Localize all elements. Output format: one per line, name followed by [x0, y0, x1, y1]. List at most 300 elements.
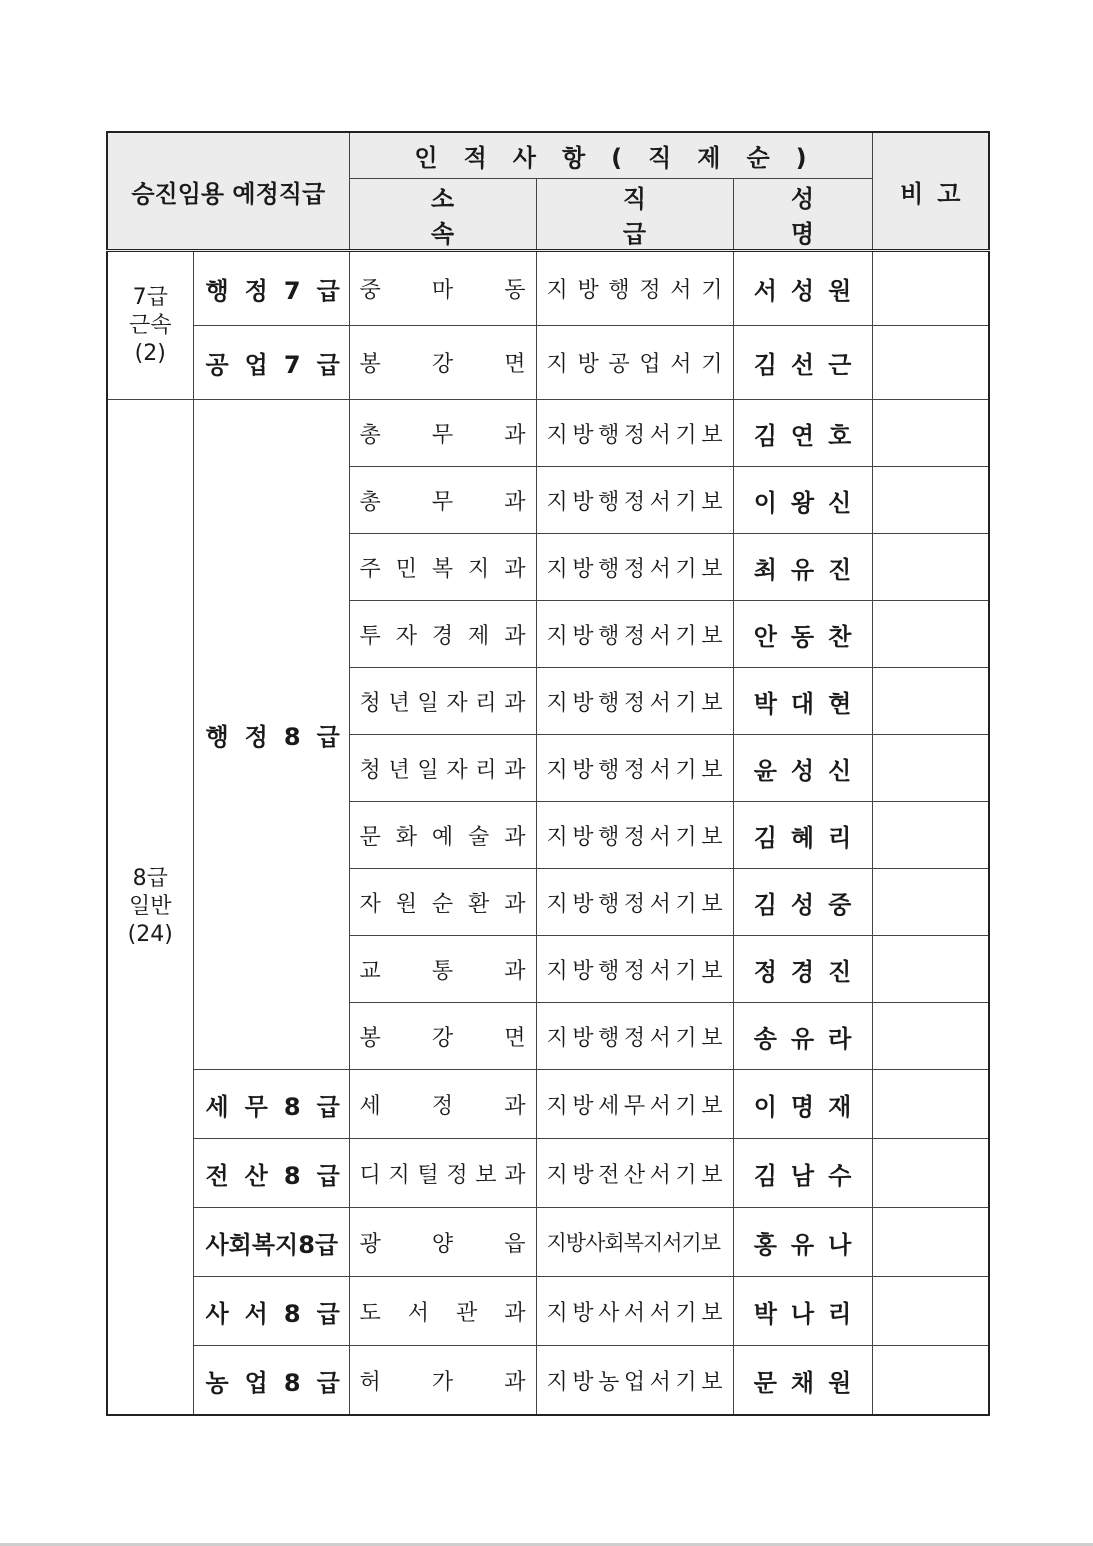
text-char: 자 [446, 690, 468, 716]
remark-cell [872, 869, 989, 936]
dept-cell [349, 936, 536, 1003]
text-char: 지 [546, 278, 568, 303]
name-cell: 김남수 [733, 1139, 872, 1208]
dept-cell [349, 251, 536, 326]
text-char: 과 [504, 623, 526, 649]
distributed-text [547, 753, 723, 784]
dept-cell [349, 869, 536, 936]
table-row [107, 251, 989, 326]
table-row [107, 326, 989, 400]
remark-cell [872, 251, 989, 326]
text-char: 기 [675, 1162, 697, 1188]
remark-cell [872, 1277, 989, 1346]
distributed-text [360, 552, 526, 583]
rank-cell [536, 936, 733, 1003]
text-char: 행 [598, 690, 620, 716]
text-char: 주 [359, 556, 381, 582]
name-cell: 서성원 [733, 251, 872, 326]
text-char: 지 [546, 556, 568, 582]
header-row-top [107, 132, 989, 179]
text-char: 서 [649, 757, 671, 783]
text-char: 보 [701, 1025, 723, 1051]
text-char: 일 [417, 690, 439, 716]
title-cell: 사회복지8급 [193, 1208, 349, 1277]
rank-cell [536, 1277, 733, 1346]
text-char: 기 [675, 422, 697, 448]
text-char: 과 [504, 824, 526, 850]
text-char: 정 [623, 1025, 646, 1051]
remark-cell [872, 1208, 989, 1277]
dept-cell [349, 1346, 536, 1416]
distributed-text [360, 887, 526, 918]
rank-cell [536, 802, 733, 869]
rank-cell [536, 601, 733, 668]
text-char: 서 [649, 1300, 671, 1326]
text-char: 털 [417, 1162, 439, 1188]
text-char: 정 [623, 757, 646, 783]
text-char: 총 [359, 422, 381, 448]
text-char: 기 [675, 757, 697, 783]
name-cell: 이왕신 [733, 467, 872, 534]
remark-cell [872, 1003, 989, 1070]
text-char: 기 [675, 1025, 697, 1051]
rank-cell: 지방사회복지서기보 [536, 1208, 733, 1277]
text-char: 기 [675, 556, 697, 582]
dept-cell [349, 1139, 536, 1208]
text-char: 방 [577, 352, 599, 377]
text-char: 지 [546, 1162, 568, 1188]
text-char: 일 [417, 757, 439, 783]
text-char: 보 [701, 958, 723, 984]
text-char: 보 [701, 1369, 723, 1395]
text-char: 기 [675, 489, 697, 515]
text-char: 정 [623, 556, 646, 582]
text-char: 서 [649, 690, 671, 716]
rank-cell [536, 467, 733, 534]
text-char: 서 [649, 422, 671, 448]
text-char: 지 [546, 824, 568, 850]
text-char: 방 [572, 757, 594, 783]
text-char: 보 [701, 757, 723, 783]
remark-cell [872, 400, 989, 467]
text-char: 서 [649, 1093, 671, 1119]
distributed-text [547, 552, 723, 583]
text-char: 과 [504, 757, 526, 783]
table-row [107, 1346, 989, 1416]
text-char: 정 [623, 958, 646, 984]
text-char: 기 [675, 824, 697, 850]
text-char: 과 [504, 690, 526, 716]
name-cell: 김선근 [733, 326, 872, 400]
title-cell: 행정7급 [193, 251, 349, 326]
title-cell: 농업8급 [193, 1346, 349, 1416]
rank-cell [536, 1139, 733, 1208]
distributed-text [547, 1365, 723, 1396]
header-remark-label: 비고 [872, 132, 989, 251]
remark-cell [872, 735, 989, 802]
distributed-text [547, 418, 723, 449]
text-char: 방 [572, 824, 594, 850]
distributed-text [360, 686, 526, 717]
text-char: 공 [608, 352, 630, 377]
dept-cell [349, 1277, 536, 1346]
distributed-text [547, 1021, 723, 1052]
remark-cell [872, 326, 989, 400]
name-cell: 정경진 [733, 936, 872, 1003]
table-row [107, 400, 989, 467]
text-char: 지 [546, 1369, 568, 1395]
rank-cell [536, 1346, 733, 1416]
distributed-text [360, 753, 526, 784]
distributed-text [547, 485, 723, 516]
text-char: 기 [675, 958, 697, 984]
rank-cell [536, 869, 733, 936]
text-char: 면 [504, 1025, 526, 1051]
name-cell: 박나리 [733, 1277, 872, 1346]
text-char: 행 [598, 623, 620, 649]
text-char: 정 [623, 891, 646, 917]
text-char: 술 [468, 824, 490, 850]
distributed-text [360, 619, 526, 650]
distributed-text [547, 347, 723, 378]
text-char: 방 [572, 1369, 594, 1395]
text-char: 자 [359, 891, 381, 917]
dept-cell [349, 601, 536, 668]
header-name-label: 성명 [733, 179, 872, 251]
rank-cell [536, 735, 733, 802]
text-char: 지 [546, 352, 568, 377]
name-cell: 안동찬 [733, 601, 872, 668]
text-char: 정 [431, 1093, 454, 1119]
text-char: 보 [701, 1300, 723, 1326]
text-char: 보 [701, 623, 723, 649]
text-char: 서 [623, 1300, 646, 1326]
title-cell: 전산8급 [193, 1139, 349, 1208]
text-char: 화 [395, 824, 417, 850]
text-char: 과 [504, 1369, 526, 1395]
name-cell: 최유진 [733, 534, 872, 601]
text-char: 방 [572, 1162, 594, 1188]
dept-cell [349, 467, 536, 534]
title-cell: 행정8급 [193, 400, 349, 1070]
rank-cell [536, 1070, 733, 1139]
text-char: 봉 [359, 1025, 381, 1051]
text-char: 행 [608, 278, 630, 303]
text-char: 세 [598, 1093, 620, 1119]
text-char: 서 [649, 824, 671, 850]
text-char: 지 [546, 757, 568, 783]
text-char: 업 [623, 1369, 646, 1395]
name-cell: 김연호 [733, 400, 872, 467]
group-label-line: 근속 [128, 312, 172, 338]
text-char: 과 [504, 1093, 526, 1119]
distributed-text [360, 954, 526, 985]
text-char: 서 [649, 891, 671, 917]
group-label-line: 8급 [132, 866, 168, 891]
text-char: 서 [649, 556, 671, 582]
dept-cell [349, 1070, 536, 1139]
text-char: 무 [431, 489, 454, 515]
text-char: 행 [598, 824, 620, 850]
text-char: 서 [649, 489, 671, 515]
text-char: 가 [431, 1369, 454, 1395]
text-char: 행 [598, 891, 620, 917]
text-char: 기 [675, 1093, 697, 1119]
rank-cell [536, 326, 733, 400]
text-char: 보 [701, 1162, 723, 1188]
distributed-text [360, 1365, 526, 1396]
text-char: 원 [395, 891, 417, 917]
distributed-text [547, 1158, 723, 1189]
name-cell: 김성중 [733, 869, 872, 936]
distributed-text [360, 1227, 526, 1258]
text-char: 지 [546, 623, 568, 649]
title-cell: 사서8급 [193, 1277, 349, 1346]
text-char: 방 [572, 958, 594, 984]
text-char: 면 [504, 352, 526, 377]
text-char: 보 [701, 422, 723, 448]
distributed-text [360, 485, 526, 516]
promotion-roster-table [106, 131, 990, 1416]
text-char: 서 [649, 1025, 671, 1051]
text-char: 사 [598, 1300, 620, 1326]
text-char: 정 [623, 824, 646, 850]
text-char: 청 [359, 690, 381, 716]
text-char: 산 [623, 1162, 646, 1188]
remark-cell [872, 601, 989, 668]
table-row [107, 1070, 989, 1139]
text-char: 세 [359, 1093, 381, 1119]
text-char: 방 [572, 556, 594, 582]
dept-cell [349, 400, 536, 467]
table-row [107, 1139, 989, 1208]
text-char: 정 [623, 690, 646, 716]
text-char: 총 [359, 489, 381, 515]
text-char: 과 [504, 1162, 526, 1188]
distributed-text [547, 1296, 723, 1327]
dept-cell [349, 534, 536, 601]
text-char: 중 [359, 278, 381, 303]
distributed-text [360, 347, 526, 378]
name-cell: 홍유나 [733, 1208, 872, 1277]
text-char: 허 [359, 1369, 381, 1395]
text-char: 자 [395, 623, 417, 649]
text-char: 과 [504, 556, 526, 582]
text-char: 과 [504, 422, 526, 448]
remark-cell [872, 467, 989, 534]
text-char: 정 [639, 278, 661, 303]
text-char: 정 [623, 422, 646, 448]
text-char: 지 [468, 556, 490, 582]
rank-cell [536, 534, 733, 601]
text-char: 강 [431, 352, 454, 377]
text-char: 과 [504, 891, 526, 917]
text-char: 서 [649, 958, 671, 984]
name-cell: 박대현 [733, 668, 872, 735]
table-row [107, 1277, 989, 1346]
text-char: 서 [649, 1369, 671, 1395]
table-row [107, 1208, 989, 1277]
text-char: 년 [388, 690, 410, 716]
rank-cell [536, 668, 733, 735]
group-label-line: (2) [134, 340, 166, 366]
text-char: 문 [359, 824, 381, 850]
distributed-text [547, 686, 723, 717]
text-char: 보 [475, 1162, 497, 1188]
text-char: 방 [572, 623, 594, 649]
text-char: 경 [431, 623, 454, 649]
text-char: 보 [701, 891, 723, 917]
text-char: 기 [701, 352, 723, 377]
remark-cell [872, 936, 989, 1003]
text-char: 동 [504, 278, 526, 303]
text-char: 농 [598, 1369, 620, 1395]
distributed-text [360, 820, 526, 851]
text-char: 리 [475, 757, 497, 783]
title-cell: 세무8급 [193, 1070, 349, 1139]
text-char: 디 [359, 1162, 381, 1188]
text-char: 과 [504, 1300, 526, 1326]
rank-cell [536, 400, 733, 467]
text-char: 정 [623, 489, 646, 515]
text-char: 방 [572, 422, 594, 448]
text-char: 정 [446, 1162, 468, 1188]
text-char: 복 [431, 556, 454, 582]
text-char: 광 [359, 1231, 381, 1257]
distributed-text [547, 887, 723, 918]
text-char: 행 [598, 556, 620, 582]
text-char: 방 [572, 690, 594, 716]
text-char: 민 [395, 556, 417, 582]
header-personnel-label: 인적사항(직제순) [349, 132, 872, 179]
text-char: 보 [701, 556, 723, 582]
remark-cell [872, 1139, 989, 1208]
text-char: 서 [670, 278, 692, 303]
name-cell: 송유라 [733, 1003, 872, 1070]
name-cell: 김혜리 [733, 802, 872, 869]
text-char: 예 [431, 824, 454, 850]
dept-cell [349, 802, 536, 869]
text-char: 기 [701, 278, 723, 303]
distributed-text [360, 1089, 526, 1120]
text-char: 통 [431, 958, 454, 984]
text-char: 지 [546, 891, 568, 917]
text-char: 청 [359, 757, 381, 783]
distributed-text [360, 1158, 526, 1189]
text-char: 방 [577, 278, 599, 303]
distributed-text [360, 1296, 526, 1327]
text-char: 과 [504, 958, 526, 984]
text-char: 봉 [359, 352, 381, 377]
remark-cell [872, 534, 989, 601]
group-label-line: 일반 [128, 894, 172, 919]
text-char: 마 [431, 278, 454, 303]
text-char: 기 [675, 1300, 697, 1326]
text-char: 지 [546, 1025, 568, 1051]
text-char: 행 [598, 958, 620, 984]
text-char: 서 [670, 352, 692, 377]
remark-cell [872, 1070, 989, 1139]
text-char: 기 [675, 623, 697, 649]
text-char: 보 [701, 1093, 723, 1119]
text-char: 방 [572, 1093, 594, 1119]
text-char: 지 [546, 690, 568, 716]
text-char: 순 [431, 891, 454, 917]
text-char: 지 [546, 1093, 568, 1119]
dept-cell [349, 326, 536, 400]
text-char: 읍 [504, 1231, 526, 1257]
name-cell: 윤성신 [733, 735, 872, 802]
distributed-text [547, 1089, 723, 1120]
text-char: 년 [388, 757, 410, 783]
text-char: 보 [701, 824, 723, 850]
name-cell: 문채원 [733, 1346, 872, 1416]
rank-cell [536, 1003, 733, 1070]
text-char: 강 [431, 1025, 454, 1051]
text-char: 무 [431, 422, 454, 448]
dept-cell [349, 1208, 536, 1277]
text-char: 지 [546, 1300, 568, 1326]
text-char: 방 [572, 489, 594, 515]
text-char: 기 [675, 891, 697, 917]
rank-cell [536, 251, 733, 326]
text-char: 행 [598, 757, 620, 783]
text-char: 방 [572, 1300, 594, 1326]
text-char: 보 [701, 690, 723, 716]
header-group-label: 승진임용 예정직급 [107, 132, 349, 251]
text-char: 전 [598, 1162, 620, 1188]
text-char: 과 [504, 489, 526, 515]
text-char: 무 [623, 1093, 646, 1119]
text-char: 자 [446, 757, 468, 783]
text-char: 환 [468, 891, 490, 917]
distributed-text [547, 954, 723, 985]
text-char: 제 [468, 623, 490, 649]
text-char: 정 [623, 623, 646, 649]
text-char: 방 [572, 891, 594, 917]
text-char: 도 [359, 1300, 381, 1326]
text-char: 지 [546, 422, 568, 448]
text-char: 교 [359, 958, 381, 984]
name-cell: 이명재 [733, 1070, 872, 1139]
text-char: 행 [598, 1025, 620, 1051]
text-char: 기 [675, 690, 697, 716]
remark-cell [872, 802, 989, 869]
text-char: 지 [546, 489, 568, 515]
distributed-text [547, 820, 723, 851]
distributed-text [360, 1021, 526, 1052]
group-cell-7 [107, 251, 193, 400]
text-char: 투 [359, 623, 381, 649]
text-char: 관 [455, 1300, 478, 1326]
text-char: 양 [431, 1231, 454, 1257]
text-char: 서 [649, 623, 671, 649]
text-char: 행 [598, 489, 620, 515]
remark-cell [872, 668, 989, 735]
text-char: 보 [701, 489, 723, 515]
header-affiliation-label: 소속 [349, 179, 536, 251]
group-label-line: (24) [127, 922, 173, 947]
group-cell-8 [107, 400, 193, 1416]
dept-cell [349, 668, 536, 735]
distributed-text [360, 418, 526, 449]
text-char: 기 [675, 1369, 697, 1395]
group-label-line: 7급 [132, 284, 168, 310]
text-char: 방 [572, 1025, 594, 1051]
distributed-text [547, 619, 723, 650]
dept-cell [349, 735, 536, 802]
title-cell: 공업7급 [193, 326, 349, 400]
